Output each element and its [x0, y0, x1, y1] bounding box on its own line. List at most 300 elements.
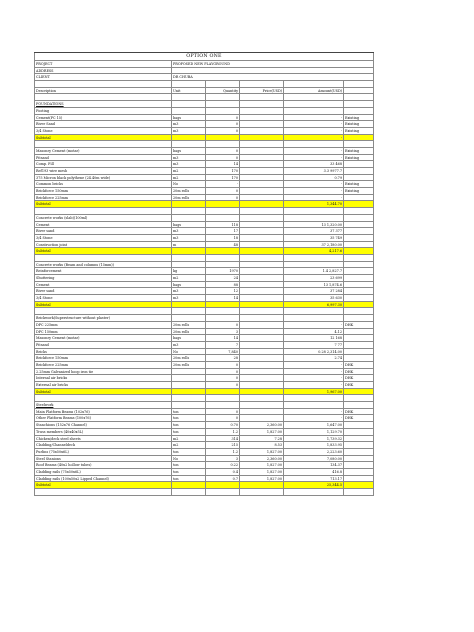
cell-col-2: No [172, 181, 206, 187]
cell-col-3: 0 [206, 375, 240, 381]
cell-col-6 [344, 442, 374, 448]
cell-col-6 [344, 168, 374, 174]
cell-col-1: Brickforce 225mm [34, 362, 172, 368]
cell-col-4 [240, 355, 284, 361]
empty-cell [284, 402, 344, 408]
table-row [34, 181, 374, 188]
table-row [34, 322, 374, 329]
cell-col-1: Construction joint [34, 242, 172, 248]
empty-cell [172, 262, 206, 268]
cell-col-2: m2 [172, 442, 206, 448]
cell-col-5: 13 1,320.00 [284, 222, 344, 228]
cell-col-5: 2.74 [284, 355, 344, 361]
table-row [34, 235, 374, 242]
cell-col-2: bags [172, 115, 206, 121]
info-label: CLIENT [34, 74, 172, 80]
table-row [34, 188, 374, 195]
table-row [34, 476, 374, 483]
empty-cell [172, 141, 206, 147]
empty-cell [344, 201, 374, 207]
cell-col-4: 1,827.00 [240, 449, 284, 455]
cell-col-6: DHK [344, 369, 374, 375]
cell-col-5: 37 2,180.00 [284, 242, 344, 248]
section-heading: Steelwork [34, 402, 172, 408]
cell-col-6 [344, 228, 374, 234]
cell-col-6: Existing [344, 128, 374, 134]
spacer-row [34, 94, 374, 101]
empty-cell [344, 208, 374, 214]
empty-cell [284, 215, 344, 221]
table-row [34, 228, 374, 235]
empty-cell [206, 141, 240, 147]
cell-col-6 [344, 282, 374, 288]
empty-cell [240, 489, 284, 495]
cell-col-6 [344, 175, 374, 181]
empty-cell [344, 108, 374, 114]
cell-col-3: 14 [206, 161, 240, 167]
cell-col-1: Brickforce 150mm [34, 188, 172, 194]
section-heading: FOUNDATIONS [34, 101, 172, 107]
info-row [34, 68, 374, 75]
empty-cell [240, 308, 284, 314]
empty-cell [240, 215, 284, 221]
cell-col-3: 7,840 [206, 349, 240, 355]
cell-col-3: 170 [206, 175, 240, 181]
cell-col-3: 0 [206, 362, 240, 368]
empty-cell [240, 201, 284, 207]
cell-col-2: 20m rolls [172, 188, 206, 194]
empty-cell [240, 81, 284, 87]
cell-col-3: 0 [206, 155, 240, 161]
cell-col-6 [344, 476, 374, 482]
cell-col-3: 1.2 [206, 449, 240, 455]
cell-col-4 [240, 168, 284, 174]
cell-col-1: Stanchions (152x76 Channel) [34, 422, 172, 428]
cell-col-5: - [284, 195, 344, 201]
empty-cell [34, 395, 172, 401]
cell-col-2: No [172, 456, 206, 462]
block-heading-row [34, 315, 374, 322]
empty-cell [172, 208, 206, 214]
cell-col-4: 7.28 [240, 436, 284, 442]
cell-col-4 [240, 415, 284, 421]
cell-col-2: m3 [172, 155, 206, 161]
cell-col-5: - [284, 181, 344, 187]
cell-col-5: 1,833.95 [284, 442, 344, 448]
cell-col-1: DPC 150mm [34, 329, 172, 335]
cell-col-4 [240, 322, 284, 328]
empty-cell [206, 489, 240, 495]
table-row [34, 362, 374, 369]
subtotal-row [34, 201, 374, 208]
spacer-row [34, 395, 374, 402]
cell-col-3: 0 [206, 128, 240, 134]
cell-col-5: - [284, 148, 344, 154]
cell-col-4: 2,360.00 [240, 456, 284, 462]
cell-col-1: Main Platform Beams (102x76) [34, 409, 172, 415]
empty-cell [206, 482, 240, 488]
subtotal-row [34, 248, 374, 255]
sheet-title: OPTION ONE [34, 53, 374, 60]
cell-col-3: 12 [206, 288, 240, 294]
empty-cell [284, 81, 344, 87]
block-heading-row [34, 215, 374, 222]
cell-col-1: Comp. Fill [34, 161, 172, 167]
empty-cell [172, 248, 206, 254]
table-row [34, 161, 374, 168]
empty-cell [344, 489, 374, 495]
column-header: Description [34, 88, 172, 94]
cell-col-6 [344, 195, 374, 201]
cell-col-6 [344, 456, 374, 462]
cell-col-3: 118 [206, 222, 240, 228]
section-heading-row [34, 101, 374, 108]
cell-col-5: 4.12 [284, 329, 344, 335]
cell-col-4 [240, 181, 284, 187]
table-row [34, 115, 374, 122]
cell-col-1: 3/4 Stone [34, 235, 172, 241]
cell-col-2: ton [172, 429, 206, 435]
table-row [34, 295, 374, 302]
cell-col-3: 0.7 [206, 476, 240, 482]
cell-col-2: m [172, 242, 206, 248]
table-row [34, 148, 374, 155]
table-row [34, 409, 374, 416]
cell-col-6 [344, 436, 374, 442]
quotation-sheet [34, 52, 374, 496]
empty-cell [240, 482, 284, 488]
cell-col-3: 48 [206, 242, 240, 248]
cell-col-1: 2.25mm Galvanized hoop iron tie [34, 369, 172, 375]
cell-col-5: - [284, 121, 344, 127]
empty-cell [206, 308, 240, 314]
empty-cell [34, 255, 172, 261]
empty-cell [344, 255, 374, 261]
table-row [34, 121, 374, 128]
cell-col-4 [240, 288, 284, 294]
cell-col-2: m2 [172, 168, 206, 174]
cell-col-6 [344, 342, 374, 348]
cell-col-5: - [284, 115, 344, 121]
empty-cell [34, 81, 172, 87]
info-value: DR CHUBA [172, 74, 374, 80]
cell-col-1: Ref193 wire mesh [34, 168, 172, 174]
cell-col-2: m3 [172, 288, 206, 294]
cell-col-1: Cladding rails (75x50x6L) [34, 469, 172, 475]
empty-cell [240, 135, 284, 141]
cell-col-3: 0 [206, 415, 240, 421]
empty-cell [344, 135, 374, 141]
cell-col-1: Pitsand [34, 342, 172, 348]
subtotal-label: Subtotal [34, 201, 172, 207]
subtotal-amount: 1,967.00 [284, 389, 344, 395]
cell-col-4 [240, 228, 284, 234]
table-row [34, 375, 374, 382]
empty-cell [34, 308, 172, 314]
info-row [34, 74, 374, 81]
table-row [34, 382, 374, 389]
cell-col-2: m3 [172, 295, 206, 301]
empty-cell [240, 255, 284, 261]
cell-col-5: 416.8 [284, 469, 344, 475]
empty-cell [284, 255, 344, 261]
cell-col-2: bags [172, 335, 206, 341]
cell-col-2: m3 [172, 235, 206, 241]
cell-col-5: 7,080.00 [284, 456, 344, 462]
table-row [34, 442, 374, 449]
table-row [34, 195, 374, 202]
cell-col-2: ton [172, 462, 206, 468]
table-row [34, 175, 374, 182]
empty-cell [206, 201, 240, 207]
subtotal-label: Subtotal [34, 135, 172, 141]
subtotal-label: Subtotal [34, 248, 172, 254]
cell-col-6: Existing [344, 188, 374, 194]
cell-col-6: Existing [344, 121, 374, 127]
cell-col-1: Shuttering [34, 275, 172, 281]
cell-col-5: 1,647.00 [284, 422, 344, 428]
cell-col-2: ton [172, 422, 206, 428]
cell-col-5: - [284, 155, 344, 161]
empty-cell [206, 215, 240, 221]
cell-col-4 [240, 362, 284, 368]
table-row [34, 268, 374, 275]
empty-cell [206, 389, 240, 395]
cell-col-2: bags [172, 282, 206, 288]
cell-col-5: 37 377 [284, 228, 344, 234]
cell-col-5: 1.4 2,827.7 [284, 268, 344, 274]
table-row [34, 369, 374, 376]
cell-col-2: 20m rolls [172, 322, 206, 328]
cell-col-1: River Sand [34, 121, 172, 127]
cell-col-1: 3/4 Stone [34, 128, 172, 134]
cell-col-5: 1,129.70 [284, 429, 344, 435]
table-row [34, 422, 374, 429]
cell-col-2: m3 [172, 342, 206, 348]
cell-col-6 [344, 295, 374, 301]
empty-cell [172, 402, 206, 408]
cell-col-1: Cement [34, 222, 172, 228]
cell-col-1: Pitsand [34, 155, 172, 161]
column-header: Amount(USD) [284, 88, 344, 94]
table-row [34, 288, 374, 295]
cell-col-3: 18 [206, 235, 240, 241]
subtotal-row [34, 389, 374, 396]
empty-cell [240, 395, 284, 401]
cell-col-4 [240, 375, 284, 381]
table-row [34, 436, 374, 443]
table-row [34, 449, 374, 456]
cell-col-2: kg [172, 268, 206, 274]
empty-cell [344, 215, 374, 221]
cell-col-3: 0.4 [206, 469, 240, 475]
empty-cell [240, 248, 284, 254]
empty-cell [172, 81, 206, 87]
empty-cell [172, 101, 206, 107]
empty-cell [206, 395, 240, 401]
cell-col-4: 1,827.00 [240, 476, 284, 482]
table-row [34, 168, 374, 175]
cell-col-6 [344, 288, 374, 294]
cell-col-2: m3 [172, 228, 206, 234]
block-heading: Concrete works (slab)(100ml) [34, 215, 172, 221]
subtotal-label: Subtotal [34, 389, 172, 395]
cell-col-5: - [284, 409, 344, 415]
cell-col-4 [240, 121, 284, 127]
table-row [34, 469, 374, 476]
cell-col-5: 0.28 2,314.00 [284, 349, 344, 355]
empty-cell [344, 302, 374, 308]
info-row [34, 61, 374, 68]
empty-cell [172, 482, 206, 488]
empty-cell [172, 395, 206, 401]
cell-col-5: - [284, 322, 344, 328]
empty-cell [172, 94, 206, 100]
empty-cell [344, 395, 374, 401]
cell-col-3: 17 [206, 228, 240, 234]
spacer-row [34, 208, 374, 215]
empty-cell [284, 315, 344, 321]
cell-col-2: m3 [172, 161, 206, 167]
cell-col-2 [172, 382, 206, 388]
cell-col-4 [240, 235, 284, 241]
cell-col-1: External air bricks [34, 382, 172, 388]
cell-col-4 [240, 342, 284, 348]
cell-col-5: - [284, 128, 344, 134]
empty-cell [172, 135, 206, 141]
empty-cell [240, 262, 284, 268]
section-heading-row [34, 402, 374, 409]
subtotal-row [34, 135, 374, 142]
empty-cell [284, 108, 344, 114]
cell-col-6: Existing [344, 148, 374, 154]
cell-col-1: Other Platform Beams (100x76) [34, 415, 172, 421]
empty-cell [206, 208, 240, 214]
table-row [34, 128, 374, 135]
empty-cell [344, 81, 374, 87]
cell-col-2: ton [172, 469, 206, 475]
cell-col-3: 0 [206, 409, 240, 415]
cell-col-6 [344, 355, 374, 361]
empty-cell [172, 201, 206, 207]
cell-col-1: Masonry Cement (motar) [34, 148, 172, 154]
cell-col-2: ton [172, 476, 206, 482]
cell-col-6: DHK [344, 362, 374, 368]
empty-cell [206, 81, 240, 87]
empty-cell [240, 402, 284, 408]
table-row [34, 282, 374, 289]
cell-col-5: 35 630 [284, 295, 344, 301]
block-heading: Footing [34, 108, 172, 114]
empty-cell [344, 94, 374, 100]
empty-cell [172, 302, 206, 308]
cell-col-3: 28 [206, 355, 240, 361]
cell-col-3: 3 [206, 329, 240, 335]
cell-col-6: DHK [344, 382, 374, 388]
cell-col-5: 37 284 [284, 288, 344, 294]
cell-col-6 [344, 275, 374, 281]
cell-col-1: Masonry Cement (motar) [34, 335, 172, 341]
column-header: Price(USD) [240, 88, 284, 94]
column-header [344, 88, 374, 94]
cell-col-1: Cement(PC 15) [34, 115, 172, 121]
cell-col-3: 170 [206, 168, 240, 174]
cell-col-4 [240, 349, 284, 355]
cell-col-4 [240, 382, 284, 388]
cell-col-2: No [172, 349, 206, 355]
subtotal-row [34, 482, 374, 489]
subtotal-label: Subtotal [34, 482, 172, 488]
info-label: PROJECT [34, 61, 172, 67]
spacer-row [34, 141, 374, 148]
table-row [34, 355, 374, 362]
cell-col-1: 3/4 Stone [34, 295, 172, 301]
cell-col-6: DHK [344, 322, 374, 328]
cell-col-5: 2,223.60 [284, 449, 344, 455]
cell-col-2: 20m rolls [172, 195, 206, 201]
info-value [172, 68, 374, 74]
empty-cell [344, 389, 374, 395]
cell-col-3: 1970 [206, 268, 240, 274]
cell-col-6 [344, 469, 374, 475]
cell-col-6 [344, 235, 374, 241]
subtotal-row [34, 302, 374, 309]
cell-col-3: 0 [206, 369, 240, 375]
table-row [34, 342, 374, 349]
cell-col-4: 1,827.00 [240, 462, 284, 468]
empty-cell [284, 94, 344, 100]
empty-cell [206, 101, 240, 107]
cell-col-4 [240, 268, 284, 274]
cell-col-1: Brickforce 150mm [34, 355, 172, 361]
empty-cell [34, 489, 172, 495]
cell-col-2: 20m rolls [172, 329, 206, 335]
cell-col-3: 0.70 [206, 422, 240, 428]
cell-col-6: DHK [344, 375, 374, 381]
cell-col-6 [344, 268, 374, 274]
cell-col-4 [240, 409, 284, 415]
cell-col-1: Truss members (40x40x5L) [34, 429, 172, 435]
empty-cell [172, 315, 206, 321]
empty-cell [284, 308, 344, 314]
spacer-row [34, 308, 374, 315]
table-row [34, 155, 374, 162]
cell-col-5: 33 468 [284, 161, 344, 167]
cell-col-5: 23 699 [284, 275, 344, 281]
cell-col-5: 1,739.32 [284, 436, 344, 442]
empty-cell [240, 101, 284, 107]
cell-col-1: Common bricks [34, 181, 172, 187]
cell-col-4 [240, 335, 284, 341]
cell-col-3: 7 [206, 342, 240, 348]
column-header: Quantity [206, 88, 240, 94]
cell-col-3: - [206, 181, 240, 187]
spacer-row [34, 489, 374, 496]
cell-col-1: River sand [34, 228, 172, 234]
cell-col-2: bags [172, 222, 206, 228]
empty-cell [284, 101, 344, 107]
cell-col-5: 0.79 [284, 175, 344, 181]
empty-cell [34, 141, 172, 147]
cell-col-4 [240, 195, 284, 201]
subtotal-amount: 1,344.70 [284, 201, 344, 207]
cell-col-5: 3.3 9977.7 [284, 168, 344, 174]
subtotal-amount: - [284, 135, 344, 141]
cell-col-2 [172, 375, 206, 381]
cell-col-5: 12 168 [284, 335, 344, 341]
cell-col-5: 13 1,874.6 [284, 282, 344, 288]
cell-col-2: m2 [172, 175, 206, 181]
